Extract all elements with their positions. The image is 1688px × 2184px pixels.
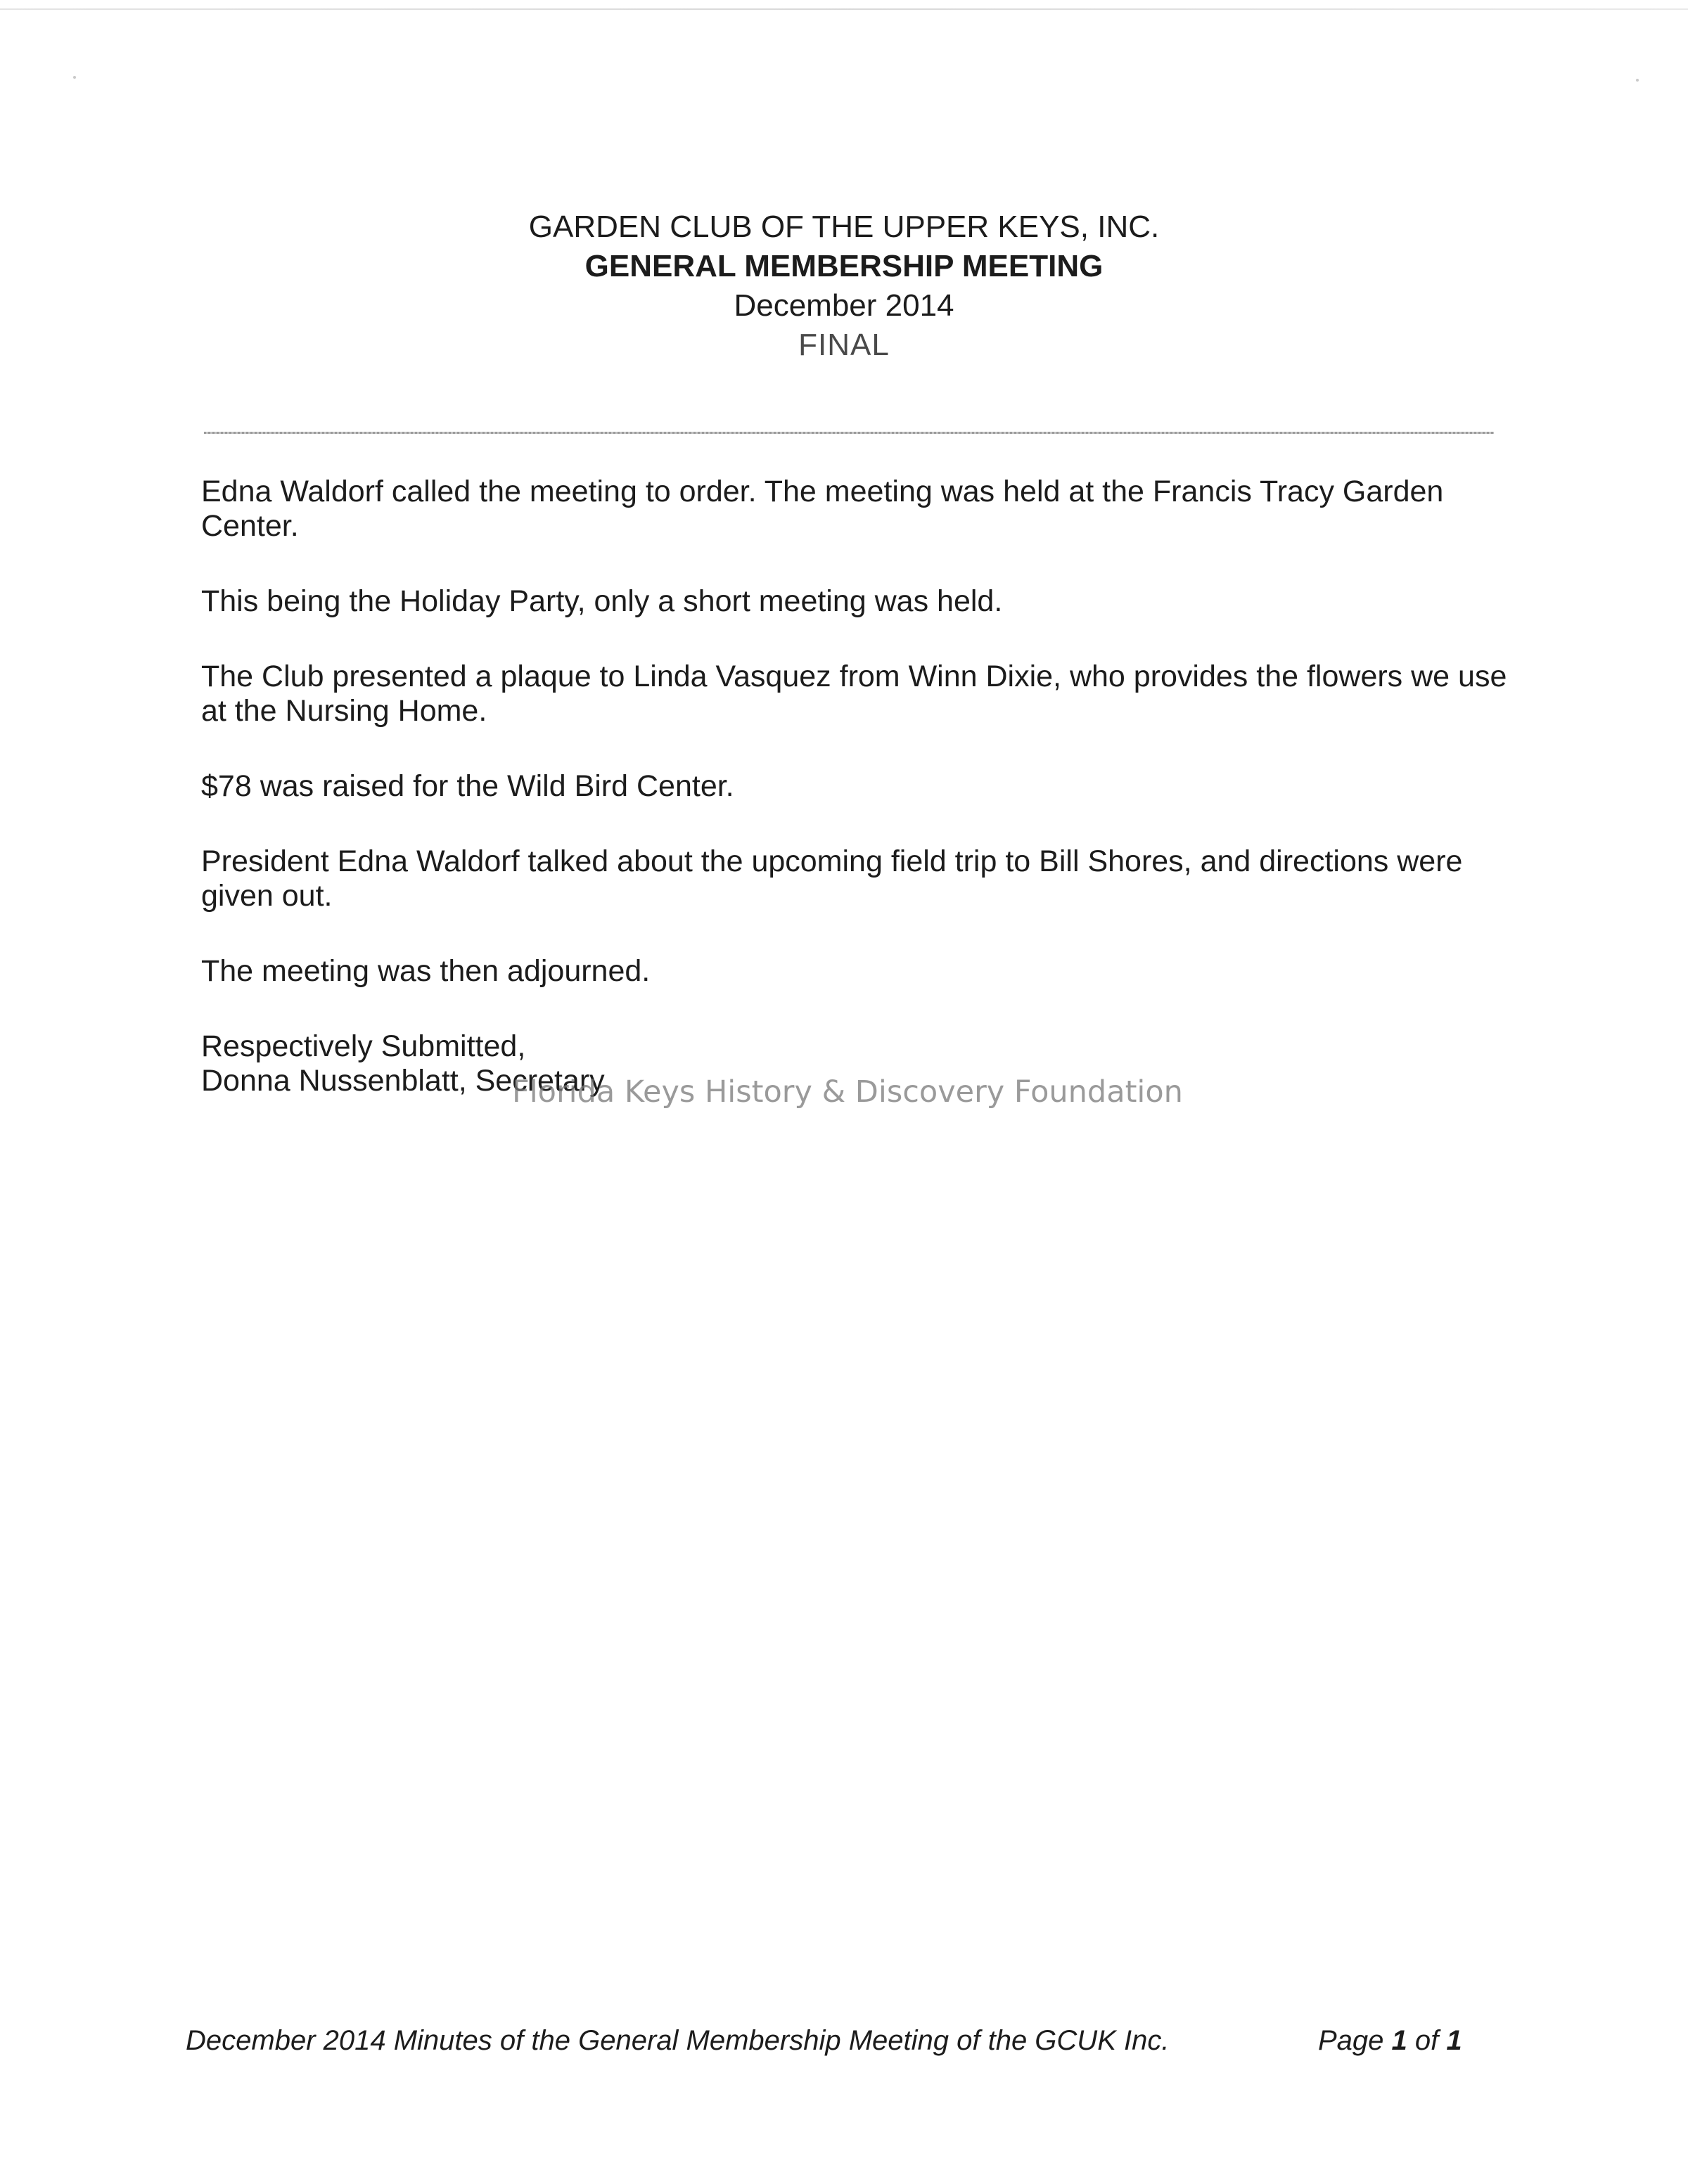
minutes-body <box>201 475 1509 1098</box>
scan-speck <box>73 76 76 79</box>
meeting-type: GENERAL MEMBERSHIP MEETING <box>584 249 1104 283</box>
page-of: of <box>1407 2025 1447 2056</box>
paragraph-field-trip: President Edna Waldorf talked about the upcoming field trip to Bill Shores, and directions were given out. <box>201 844 1463 913</box>
current-page: 1 <box>1391 2025 1407 2056</box>
page-number <box>1318 2025 1462 2057</box>
watermark: Florida Keys History & Discovery Foundation <box>512 1074 1183 1110</box>
paragraph-call-to-order: Edna Waldorf called the meeting to order. The meeting was held at the Francis Tracy Garden Center. <box>201 475 1444 543</box>
paragraph-funds-raised: $78 was raised for the Wild Bird Center. <box>201 769 734 803</box>
footer-title: December 2014 Minutes of the General Membership Meeting of the GCUK Inc. <box>186 2025 1170 2056</box>
meeting-date: December 2014 <box>734 288 954 323</box>
signature-closing: Respectively Submitted, <box>201 1029 526 1063</box>
total-pages: 1 <box>1446 2025 1462 2056</box>
header-divider <box>204 432 1494 434</box>
scan-edge <box>0 8 1688 10</box>
page-prefix: Page <box>1318 2025 1392 2056</box>
signature-name: Donna Nussenblatt, Secretary <box>201 1064 605 1098</box>
paragraph-plaque: The Club presented a plaque to Linda Vasquez from Winn Dixie, who provides the flowers we use at the Nursing Home. <box>201 660 1507 728</box>
paragraph-adjourned: The meeting was then adjourned. <box>201 954 651 988</box>
organization-name: GARDEN CLUB OF THE UPPER KEYS, INC. <box>528 210 1160 244</box>
paragraph-holiday-party: This being the Holiday Party, only a short meeting was held. <box>201 584 1003 618</box>
scan-speck <box>1636 79 1639 82</box>
document-status: FINAL <box>798 328 890 362</box>
document-header <box>0 207 1688 365</box>
